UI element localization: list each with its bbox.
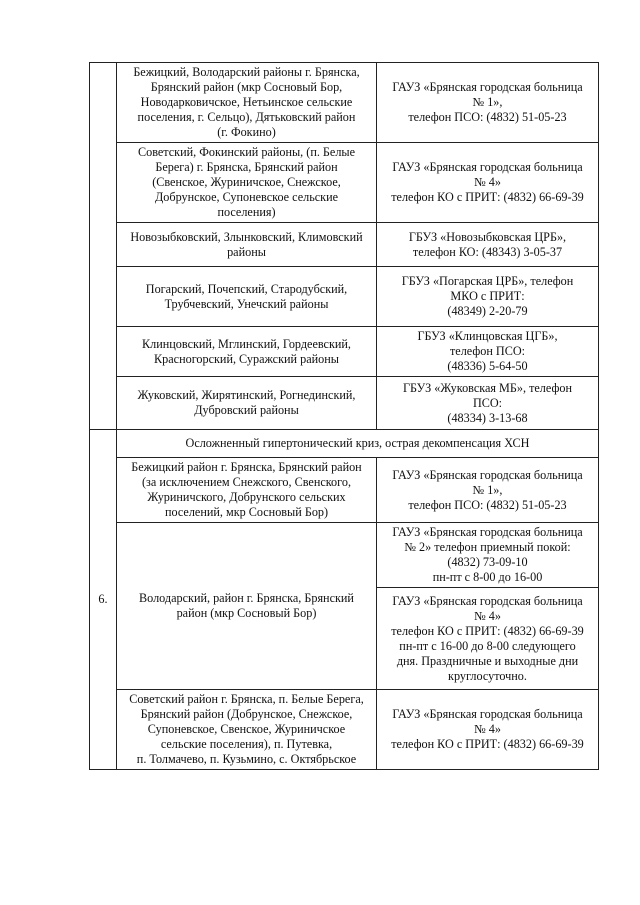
table-row <box>90 327 599 377</box>
table-row <box>90 458 599 523</box>
table-row <box>90 267 599 327</box>
district-cell: Советский, Фокинский районы, (п. Белые Берега) г. Брянска, Брянский район (Свенское, Журиничское, Снежское, Добрунское, Супоневское сельские поселения) <box>117 143 377 223</box>
section-number: 6. <box>90 430 117 770</box>
hospital-cell: ГАУЗ «Брянская городская больница № 4» телефон КО с ПРИТ: (4832) 66-69-39 <box>377 143 599 223</box>
hospital-cell: ГАУЗ «Брянская городская больница № 4» телефон КО с ПРИТ: (4832) 66-69-39 пн-пт с 16-00 до 8-00 следующего дня. Праздничные и выходные дни круглосуточно. <box>377 588 599 690</box>
table-row <box>90 143 599 223</box>
row-number-cell <box>90 63 117 430</box>
table-row <box>90 523 599 588</box>
hospital-cell: ГБУЗ «Жуковская МБ», телефон ПСО: (48334) 3-13-68 <box>377 377 599 430</box>
district-cell: Володарский, район г. Брянска, Брянский район (мкр Сосновый Бор) <box>117 523 377 690</box>
hospital-cell: ГАУЗ «Брянская городская больница № 4» телефон КО с ПРИТ: (4832) 66-69-39 <box>377 690 599 770</box>
table-row <box>90 690 599 770</box>
district-cell: Новозыбковский, Злынковский, Климовский районы <box>117 223 377 267</box>
hospital-cell: ГАУЗ «Брянская городская больница № 1», телефон ПСО: (4832) 51-05-23 <box>377 458 599 523</box>
section-title: Осложненный гипертонический криз, острая декомпенсация ХСН <box>117 430 599 458</box>
district-cell: Бежицкий, Володарский районы г. Брянска, Брянский район (мкр Сосновый Бор, Новодарковичское, Нетьинское сельские поселения, г. Сельцо), Дятьковский район (г. Фокино) <box>117 63 377 143</box>
table-row <box>90 63 599 143</box>
hospital-cell: ГАУЗ «Брянская городская больница № 2» телефон приемный покой: (4832) 73-09-10 пн-пт с 8-00 до 16-00 <box>377 523 599 588</box>
routing-table <box>89 62 599 770</box>
hospital-cell: ГБУЗ «Погарская ЦРБ», телефон МКО с ПРИТ: (48349) 2-20-79 <box>377 267 599 327</box>
section-heading-row <box>90 430 599 458</box>
district-cell: Погарский, Почепский, Стародубский, Трубчевский, Унечский районы <box>117 267 377 327</box>
district-cell: Бежицкий район г. Брянска, Брянский район (за исключением Снежского, Свенского, Журиничского, Добрунского сельских поселений, мкр Сосновый Бор) <box>117 458 377 523</box>
district-cell: Клинцовский, Мглинский, Гордеевский, Красногорский, Суражский районы <box>117 327 377 377</box>
hospital-cell: ГАУЗ «Брянская городская больница № 1», телефон ПСО: (4832) 51-05-23 <box>377 63 599 143</box>
table-row <box>90 223 599 267</box>
table-row <box>90 377 599 430</box>
hospital-cell: ГБУЗ «Клинцовская ЦГБ», телефон ПСО: (48336) 5-64-50 <box>377 327 599 377</box>
hospital-cell: ГБУЗ «Новозыбковская ЦРБ», телефон КО: (48343) 3-05-37 <box>377 223 599 267</box>
district-cell: Жуковский, Жирятинский, Рогнединский, Дубровский районы <box>117 377 377 430</box>
district-cell: Советский район г. Брянска, п. Белые Берега, Брянский район (Добрунское, Снежское, Супоневское, Свенское, Журиничское сельские поселения), п. Путевка, п. Толмачево, п. Кузьмино, с. Октябрьское <box>117 690 377 770</box>
